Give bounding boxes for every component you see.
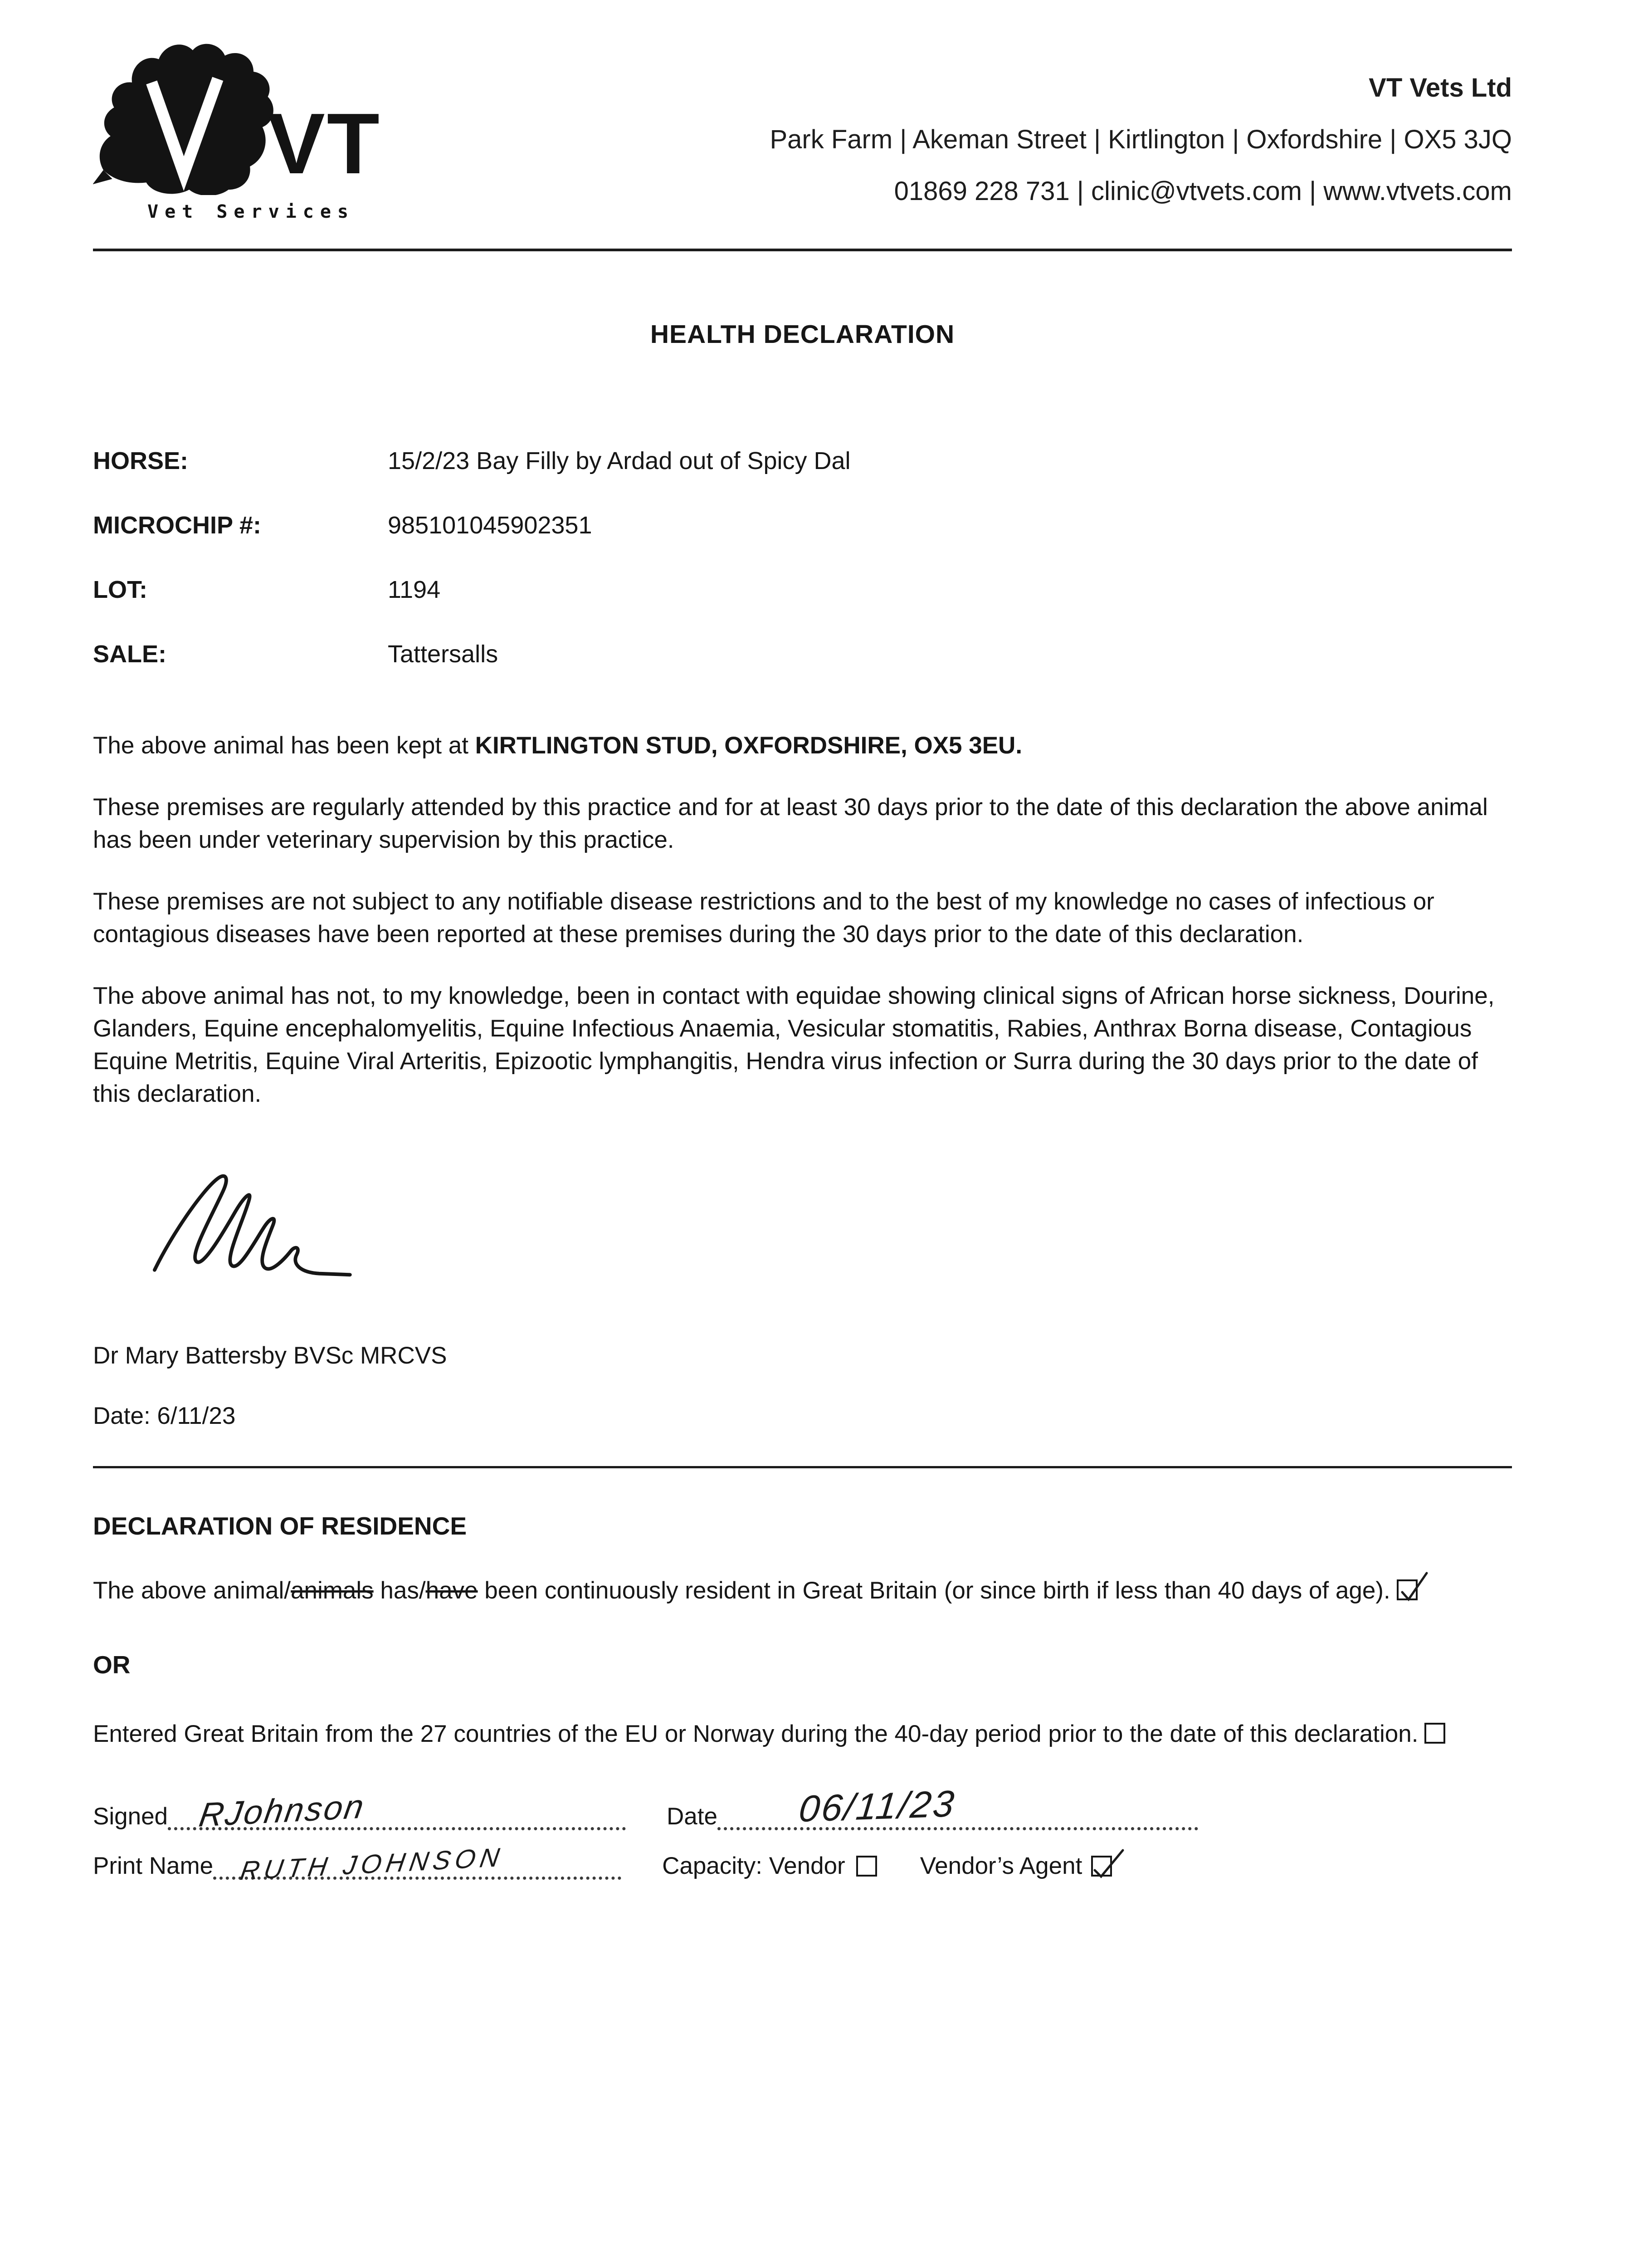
kept-at-paragraph [93,729,1512,762]
print-name-line[interactable] [213,1842,621,1886]
page-title: HEALTH DECLARATION [650,320,955,349]
field-row-lot [93,576,1512,604]
company-logo [93,43,438,222]
supervision-paragraph: These premises are regularly attended by this practice and for at least 30 days prior to the date of this declaration the above animal has been under veterinary supervision by this practice. [93,794,1488,853]
field-row-microchip [93,511,1512,539]
signed-handwriting: RJohnson [196,1787,368,1834]
vendors-agent-checkbox[interactable] [1091,1856,1112,1877]
logo-text: VT [268,96,381,192]
opt1-part3: been continuously resident in Great Britain (or since birth if less than 40 days of age). [478,1577,1390,1604]
vendors-agent-label: Vendor’s Agent [920,1853,1082,1879]
field-row-horse [93,447,1512,475]
stud-location: KIRTLINGTON STUD, OXFORDSHIRE, OX5 3EU. [475,732,1023,759]
signed-line[interactable] [168,1787,626,1834]
section-divider [93,1466,1512,1468]
residence-option-entered [93,1718,1512,1750]
or-label: OR [93,1651,131,1679]
company-contact: 01869 228 731 | clinic@vtvets.com | www.vtvets.com [894,176,1512,206]
resident-checkbox[interactable] [1397,1579,1418,1600]
practice-details [770,43,1512,217]
field-label-horse: HORSE: [93,447,189,474]
field-row-sale [93,640,1512,668]
date-handwriting: 06/11/23 [797,1783,958,1830]
date-line[interactable] [717,1783,1198,1830]
signed-label: Signed [93,1803,168,1830]
opt1-part1: The above animal/ [93,1577,291,1604]
contact-diseases-paragraph: The above animal has not, to my knowledge, been in contact with equidae showing clinical signs of African horse sickness, Dourine, Glanders, Equine encephalomyelitis, Equine Infectious Anaemia, Vesicular stomatitis, Rabies, Anthrax Borna disease, Contagious Equine Metritis, Equine Viral Arteritis, Epizootic lymphangitis, Hendra virus infection or Surra during the 30 days prior to the date of this declaration. [93,982,1495,1107]
capacity-group [662,1852,1112,1880]
residence-heading: DECLARATION OF RESIDENCE [93,1512,467,1540]
field-label-microchip: MICROCHIP #: [93,512,262,539]
residence-option-resident [93,1574,1512,1607]
signed-row [93,1783,1512,1834]
vet-name: Dr Mary Battersby BVSc MRCVS [93,1342,447,1369]
opt1-struck-animals: animals [291,1577,374,1604]
document-header [93,43,1512,222]
date-label: Date [667,1803,717,1830]
vendor-checkbox[interactable] [856,1856,877,1877]
opt1-struck-have: have [425,1577,478,1604]
logo-subtitle: Vet Services [147,201,355,222]
disease-restrictions-paragraph: These premises are not subject to any notifiable disease restrictions and to the best of my knowledge no cases of infectious or contagious diseases have been reported at these premises during the 30 days prior to the date of this declaration. [93,888,1434,948]
field-label-sale: SALE: [93,640,166,668]
kept-at-prefix: The above animal has been kept at [93,732,475,759]
entered-checkbox[interactable] [1424,1723,1445,1744]
horse-head-icon [93,43,293,195]
vet-signature [93,1158,1512,1299]
print-name-label: Print Name [93,1853,214,1879]
opt1-part2: has/ [373,1577,426,1604]
opt2-text: Entered Great Britain from the 27 countries of the EU or Norway during the 40-day period prior to the date of this declaration. [93,1721,1419,1747]
field-label-lot: LOT: [93,576,147,603]
horse-details [93,447,1512,668]
print-name-row [93,1842,1512,1886]
capacity-vendor-label: Capacity: Vendor [662,1853,845,1879]
tick-mark-icon [1093,1857,1114,1878]
field-value-microchip: 985101045902351 [388,512,592,539]
vet-signature-scribble [145,1158,358,1290]
print-name-handwriting: RUTH JOHNSON [238,1842,506,1886]
field-value-lot: 1194 [388,576,441,603]
header-divider [93,249,1512,251]
vet-date: Date: 6/11/23 [93,1403,236,1429]
field-value-horse: 15/2/23 Bay Filly by Ardad out of Spicy Dal [388,447,851,474]
field-value-sale: Tattersalls [388,640,498,668]
company-name: VT Vets Ltd [1369,73,1512,103]
tick-mark-icon [1399,1581,1419,1602]
company-address: Park Farm | Akeman Street | Kirtlington | Oxfordshire | OX5 3JQ [770,125,1512,154]
